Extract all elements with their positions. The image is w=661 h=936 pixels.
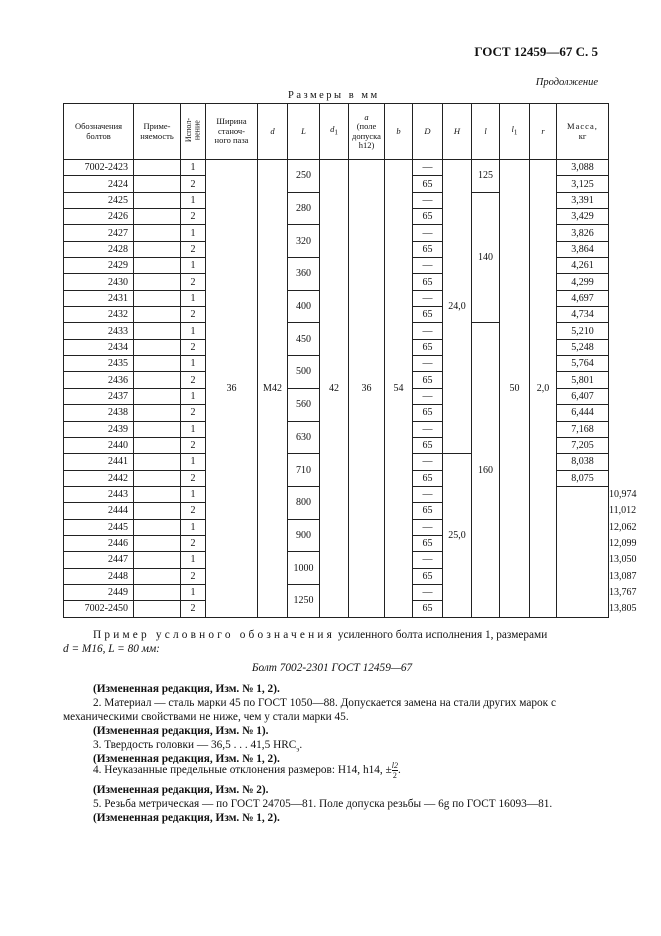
usage-cell [134,160,181,176]
designation-cell: 2441 [64,454,134,470]
usage-cell [134,209,181,225]
D-cell: 65 [413,176,443,192]
designation-cell: 2430 [64,274,134,290]
mass-cell: 4,299 [557,274,609,290]
r-cell: 2,0 [530,160,557,618]
col-a: a (поле допуска h12) [349,104,385,160]
revision-note-4: (Измененная редакция, Изм. № 2). [93,784,269,796]
revision-note-5: (Измененная редакция, Изм. № 1, 2). [93,812,280,824]
version-cell: 1 [181,552,206,568]
L-cell: 630 [288,421,320,454]
mass-cell: 3,088 [557,160,609,176]
usage-cell [134,568,181,584]
D-cell: 65 [413,601,443,617]
usage-cell [134,307,181,323]
usage-cell [134,552,181,568]
usage-cell [134,339,181,355]
usage-cell [134,503,181,519]
version-cell: 1 [181,290,206,306]
table-row: 2443 1 800 — 10,974 [64,486,609,502]
usage-cell [134,388,181,404]
designation-cell: 2448 [64,568,134,584]
version-cell: 2 [181,535,206,551]
version-cell: 2 [181,241,206,257]
version-cell: 2 [181,503,206,519]
designation-cell: 7002-2450 [64,601,134,617]
usage-cell [134,535,181,551]
mass-cell: 3,826 [557,225,609,241]
usage-cell [134,274,181,290]
l-cell: 125 [472,160,500,193]
table-row [64,160,609,176]
usage-cell [134,584,181,600]
table-row: 2444 2 65 11,012 [64,503,609,519]
col-slot-width: Ширина станоч- ного паза [206,104,258,160]
designation-cell: 2443 [64,486,134,502]
mass-cell: 7,205 [557,437,609,453]
mass-cell: 4,261 [557,258,609,274]
dimensions-caption: Размеры в мм [288,90,380,101]
table-row: 2449 1 1250 — 13,767 [64,584,609,600]
mass-cell: 3,391 [557,192,609,208]
usage-cell [134,519,181,535]
mass-cell: 6,444 [557,405,609,421]
usage-cell [134,290,181,306]
D-cell: — [413,192,443,208]
version-cell: 1 [181,486,206,502]
D-cell: — [413,323,443,339]
designation-cell: 2432 [64,307,134,323]
usage-cell [134,421,181,437]
version-cell: 2 [181,470,206,486]
L-cell: 250 [288,160,320,193]
L-cell: 500 [288,356,320,389]
D-cell: — [413,258,443,274]
continuation-label: Продолжение [535,77,598,88]
version-cell: 1 [181,192,206,208]
table-row: 7002-2450 2 65 13,805 [64,601,609,617]
col-d1: $d_1$ [320,104,349,160]
designation-cell: 2429 [64,258,134,274]
version-cell: 2 [181,209,206,225]
D-cell: — [413,454,443,470]
designation-cell: 2426 [64,209,134,225]
D-cell: 65 [413,568,443,584]
version-cell: 1 [181,421,206,437]
col-d: d [258,104,288,160]
mass-cell: 4,734 [557,307,609,323]
mass-cell: 8,075 [557,470,609,486]
mass-cell: 5,210 [557,323,609,339]
D-cell: — [413,486,443,502]
D-cell: — [413,584,443,600]
designation-cell: 2444 [64,503,134,519]
L-cell: 280 [288,192,320,225]
designation-cell: 2424 [64,176,134,192]
mass-cell: 4,697 [557,290,609,306]
revision-note-2: (Измененная редакция, Изм. № 1). [93,725,269,737]
a-cell: 36 [349,160,385,618]
item-3-hardness: 3. Твердость головки — 36,5 . . . 41,5 $HRC_э$. [93,739,303,754]
usage-cell [134,225,181,241]
designation-cell: 2427 [64,225,134,241]
mass-cell: 6,407 [557,388,609,404]
version-cell: 1 [181,519,206,535]
designation-cell: 2434 [64,339,134,355]
L-cell: 1000 [288,552,320,585]
D-cell: — [413,225,443,241]
example-line2: d = M16, L = 80 мм: [63,643,160,655]
revision-note-3: (Измененная редакция, Изм. № 1, 2). [93,753,280,765]
D-cell: 65 [413,437,443,453]
mass-cell: 7,168 [557,421,609,437]
D-cell: 65 [413,535,443,551]
b-cell: 54 [385,160,413,618]
designation-cell: 2437 [64,388,134,404]
bolt-spec-table [63,103,637,618]
item-5-thread: 5. Резьба метрическая — по ГОСТ 24705—81. Поле допуска резьбы — 6g по ГОСТ 16093—81. [93,798,553,810]
slot-width-cell: 36 [206,160,258,618]
usage-cell [134,176,181,192]
designation-cell: 2428 [64,241,134,257]
mass-cell: 8,038 [557,454,609,470]
L-cell: 320 [288,225,320,258]
usage-cell [134,470,181,486]
L-cell: 710 [288,454,320,487]
l-cell-empty [557,486,609,617]
designation-cell: 2435 [64,356,134,372]
l1-cell: 50 [500,160,530,618]
version-cell: 1 [181,388,206,404]
L-cell: 400 [288,290,320,323]
D-cell: — [413,519,443,535]
usage-cell [134,258,181,274]
D-cell: — [413,388,443,404]
version-cell: 2 [181,274,206,290]
designation-cell: 7002-2423 [64,160,134,176]
mass-cell: 3,125 [557,176,609,192]
designation-cell: 2433 [64,323,134,339]
mass-cell: 5,248 [557,339,609,355]
version-cell: 1 [181,323,206,339]
table-row: 2445 1 900 — 12,062 [64,519,609,535]
L-cell: 360 [288,258,320,291]
example-formula: Болт 7002-2301 ГОСТ 12459—67 [251,662,413,674]
designation-cell: 2442 [64,470,134,486]
L-cell: 900 [288,519,320,552]
col-l: l [472,104,500,160]
version-cell: 2 [181,339,206,355]
d1-cell: 42 [320,160,349,618]
L-cell: 800 [288,486,320,519]
designation-cell: 2431 [64,290,134,306]
D-cell: 65 [413,470,443,486]
designation-cell: 2436 [64,372,134,388]
D-cell: 65 [413,339,443,355]
D-cell: 65 [413,372,443,388]
usage-cell [134,356,181,372]
version-cell: 1 [181,454,206,470]
col-r: r [530,104,557,160]
version-cell: 2 [181,372,206,388]
designation-cell: 2445 [64,519,134,535]
L-cell: 1250 [288,584,320,617]
usage-cell [134,192,181,208]
version-cell: 1 [181,225,206,241]
usage-cell [134,454,181,470]
D-cell: 65 [413,307,443,323]
L-cell: 450 [288,323,320,356]
mass-cell: 5,801 [557,372,609,388]
usage-cell [134,323,181,339]
d-cell: M42 [258,160,288,618]
example-paragraph: Пример условного обозначения усиленного болта исполнения 1, размерами [93,629,548,641]
D-cell: 65 [413,274,443,290]
designation-cell: 2446 [64,535,134,551]
designation-cell: 2425 [64,192,134,208]
version-cell: 2 [181,601,206,617]
mass-cell: 3,864 [557,241,609,257]
version-cell: 2 [181,176,206,192]
usage-cell [134,372,181,388]
item-4-tolerances: 4. Неуказанные предельные отклонения размеров: H14, h14, ± $\frac{l2}{2}$ . [93,761,401,780]
usage-cell [134,437,181,453]
col-version: Испол- нение [181,104,206,160]
col-H: H [443,104,472,160]
col-designation: Обозначения болтов [64,104,134,160]
page-header-code: ГОСТ 12459—67 С. 5 [474,44,598,59]
designation-cell: 2438 [64,405,134,421]
D-cell: 65 [413,241,443,257]
H-cell: 25,0 [443,454,472,617]
table-header-row [64,104,609,160]
revision-note-1: (Измененная редакция, Изм. № 1, 2). [93,683,280,695]
usage-cell [134,405,181,421]
D-cell: — [413,552,443,568]
l-cell: 160 [472,323,500,617]
col-mass: Масса, кг [557,104,609,160]
l-cell: 140 [472,192,500,323]
mass-cell: 3,429 [557,209,609,225]
D-cell: 65 [413,209,443,225]
table-row: 2447 1 1000 — 13,050 [64,552,609,568]
designation-cell: 2447 [64,552,134,568]
usage-cell [134,241,181,257]
H-cell: 24,0 [443,160,472,454]
version-cell: 2 [181,437,206,453]
col-L: L [288,104,320,160]
col-l1: $l_1$ [500,104,530,160]
D-cell: — [413,290,443,306]
version-cell: 1 [181,356,206,372]
version-cell: 1 [181,258,206,274]
L-cell: 560 [288,388,320,421]
usage-cell [134,486,181,502]
mass-cell: 5,764 [557,356,609,372]
designation-cell: 2440 [64,437,134,453]
table-row: 2446 2 65 12,099 [64,535,609,551]
table-row: 2448 2 65 13,087 [64,568,609,584]
designation-cell: 2439 [64,421,134,437]
D-cell: — [413,356,443,372]
version-cell: 1 [181,160,206,176]
D-cell: — [413,160,443,176]
version-cell: 2 [181,568,206,584]
version-cell: 1 [181,584,206,600]
designation-cell: 2449 [64,584,134,600]
col-b: b [385,104,413,160]
version-cell: 2 [181,405,206,421]
col-D: D [413,104,443,160]
col-usage: Приме- няемость [134,104,181,160]
D-cell: 65 [413,503,443,519]
D-cell: 65 [413,405,443,421]
version-cell: 2 [181,307,206,323]
item-2-material: 2. Материал — сталь марки 45 по ГОСТ 1050—88. Допускается замена на стали других марок с механическими свойствами не ниже, чем у стали марки 45. [63,697,556,723]
D-cell: — [413,421,443,437]
usage-cell [134,601,181,617]
